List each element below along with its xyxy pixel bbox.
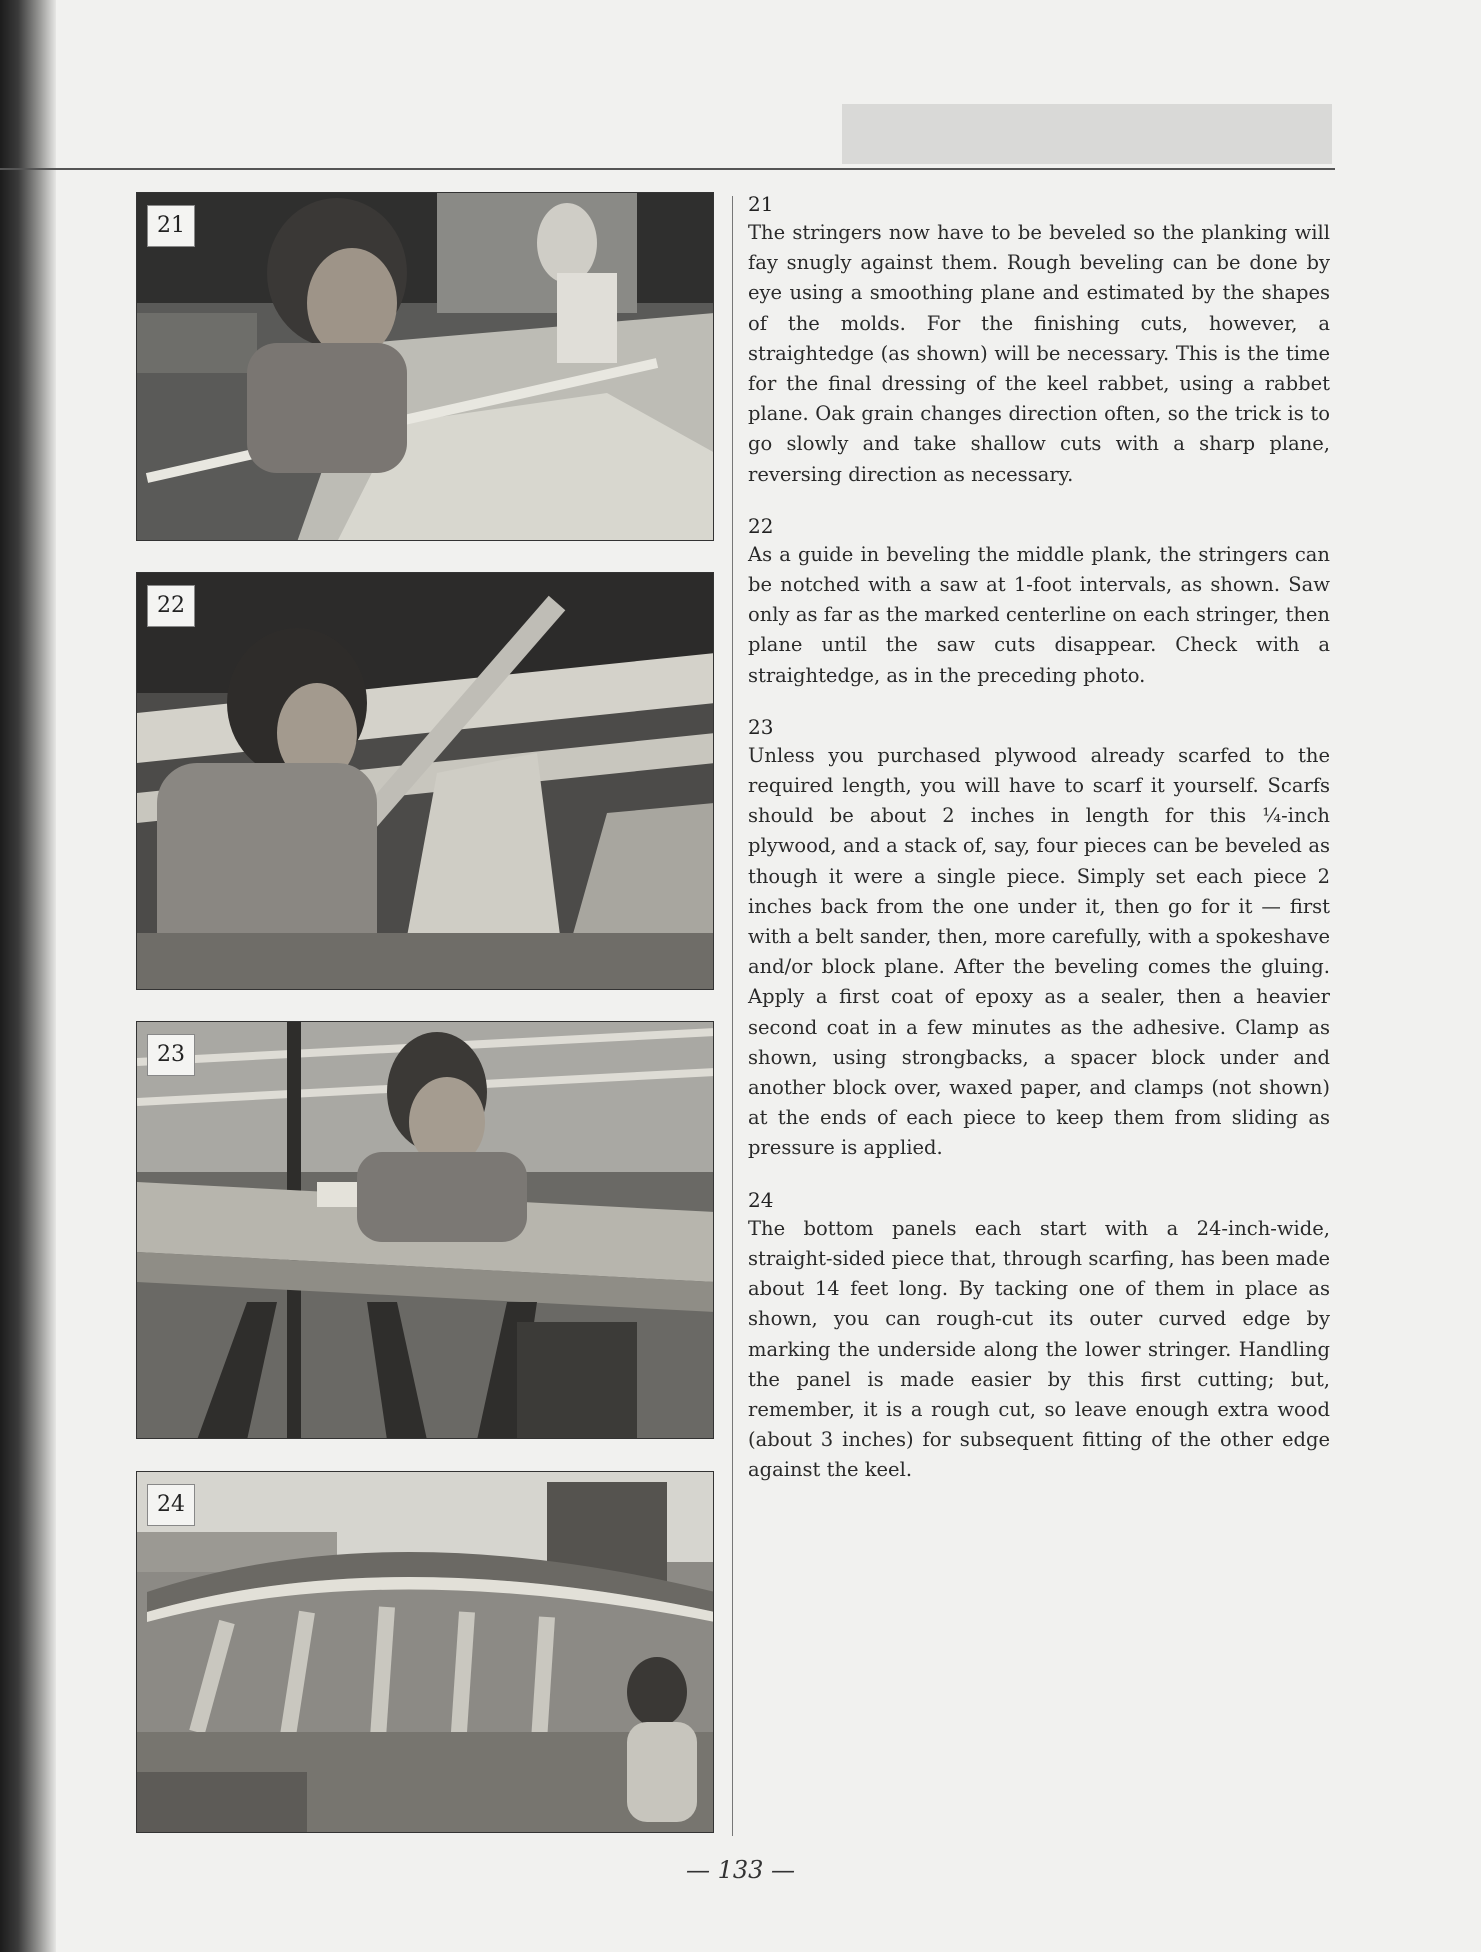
section-22 (748, 512, 1330, 691)
section-text: As a guide in beveling the middle plank, the stringers can be notched with a saw at 1-foot intervals, as shown. Saw only as far as the marked centerline on each stringer, then plane until the saw cuts disappear. Check with a straightedge, as in the preceding photo. (748, 542, 1330, 687)
section-text: The bottom panels each start with a 24-inch-wide, straight-sided piece that, through scarfing, has been made about 14 feet long. By tacking one of them in place as shown, you can rough-cut its outer curved edge by marking the underside along the lower stringer. Handling the panel is made easier by this first cutting; but, remember, it is a rough cut, so leave enough extra wood (about 3 inches) for subsequent fitting of the other edge against the keel. (748, 1216, 1330, 1482)
section-number: 23 (748, 714, 774, 739)
top-rule (0, 168, 1335, 170)
photo-23-image (137, 1022, 714, 1439)
section-number: 22 (748, 513, 774, 538)
section-24 (748, 1186, 1330, 1486)
section-number: 21 (748, 192, 774, 216)
section-text: The stringers now have to be beveled so the planking will fay snugly against them. Rough beveling can be done by eye using a smoothing plane and estimated by the shapes of the molds. For the finishing cuts, however, a straightedge (as shown) will be necessary. This is the time for the final dressing of the keel rabbet, using a rabbet plane. Oak grain changes direction often, so the trick is to go slowly and take shallow cuts with a sharp plane, reversing direction as necessary. (748, 221, 1330, 486)
figure-22-photo (136, 572, 714, 990)
photo-21-image (137, 193, 714, 541)
figure-21-photo (136, 192, 714, 541)
figure-number: 21 (147, 205, 195, 247)
section-21 (748, 190, 1330, 490)
bleed-through-shade (842, 104, 1332, 164)
section-number: 24 (748, 1187, 774, 1212)
figure-23-photo (136, 1021, 714, 1439)
section-text: Unless you purchased plywood already scarfed to the required length, you will have to scarf it yourself. Scarfs should be about 2 inches in length for this ¼-inch plywood, and a stack of, say, four pieces can be beveled as though it were a single piece. Simply set each piece 2 inches back from the one under it, then go for it — first with a belt sander, then, more carefully, with a spokeshave and/or block plane. After the beveling comes the gluing. Apply a first coat of epoxy as a sealer, then a heavier second coat in a few minutes as the adhesive. Clamp as shown, using strongbacks, a spacer block under and another block over, waxed paper, and clamps (not shown) at the ends of each piece to keep them from sliding as pressure is applied. (748, 743, 1330, 1160)
page-number: — 133 — (685, 1856, 796, 1884)
text-column (748, 190, 1330, 1508)
figure-number: 22 (147, 585, 195, 627)
section-23 (748, 713, 1330, 1164)
figure-number: 24 (147, 1484, 195, 1526)
figure-number: 23 (147, 1034, 195, 1076)
photo-22-image (137, 573, 714, 990)
column-divider (732, 196, 733, 1836)
figure-24-photo (136, 1471, 714, 1833)
photo-24-image (137, 1472, 714, 1833)
book-spine-shadow (0, 0, 56, 1952)
